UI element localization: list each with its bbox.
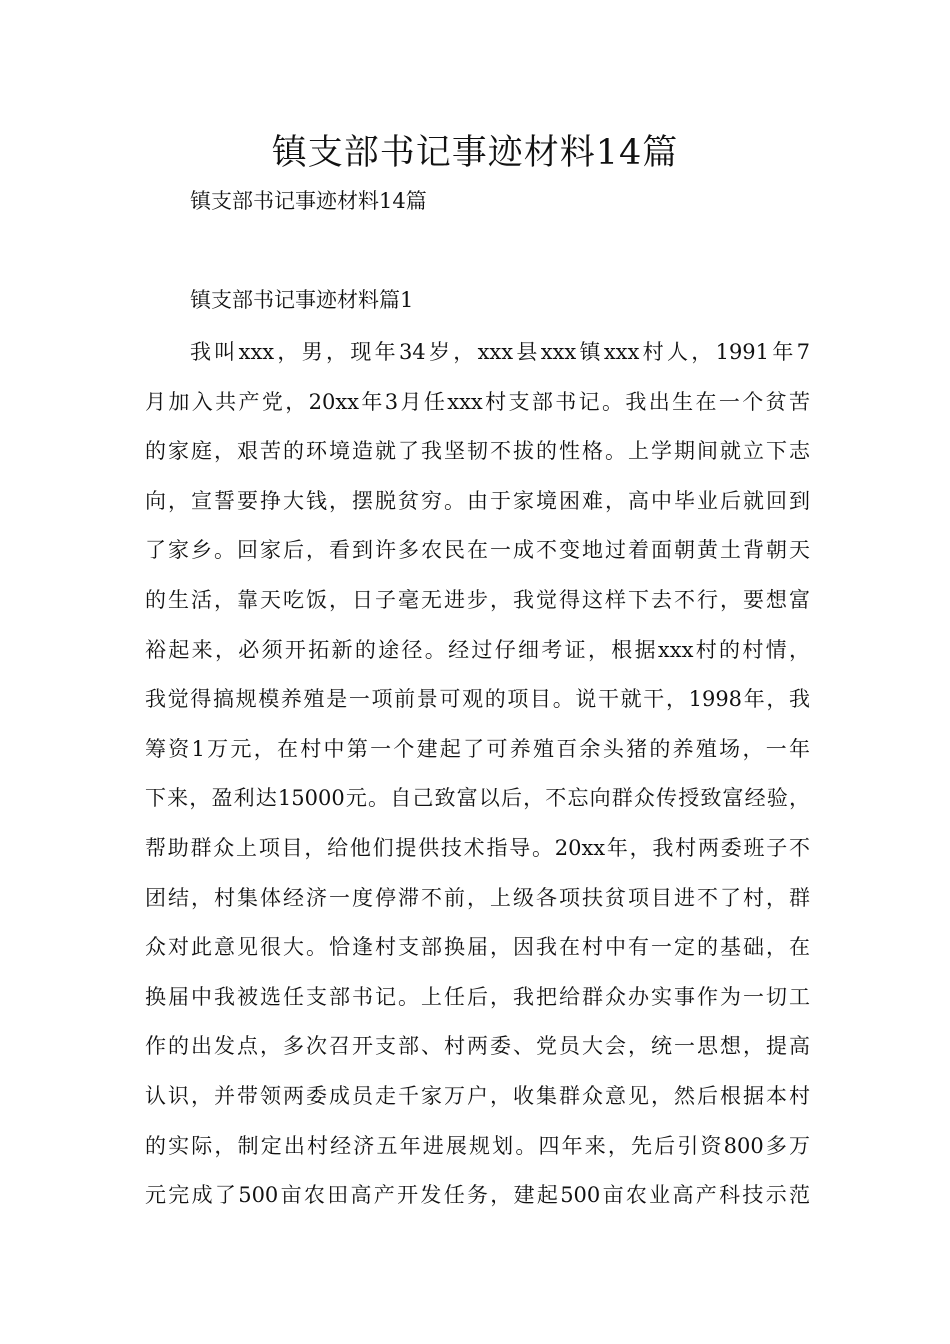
body-line: 向，宣誓要挣大钱，摆脱贫穷。由于家境困难，高中毕业后就回到	[145, 488, 810, 513]
body-line: 下来，盈利达15000元。自己致富以后，不忘向群众传授致富经验，	[145, 786, 810, 811]
section-heading: 镇支部书记事迹材料篇1	[190, 288, 414, 312]
body-line: 众对此意见很大。恰逢村支部换届，因我在村中有一定的基础，在	[145, 935, 810, 960]
body-line: 筹资1万元，在村中第一个建起了可养殖百余头猪的养殖场，一年	[145, 736, 810, 761]
body-line: 帮助群众上项目，给他们提供技术指导。20xx年，我村两委班子不	[145, 835, 810, 860]
body-line: 团结，村集体经济一度停滞不前，上级各项扶贫项目进不了村，群	[145, 885, 810, 910]
body-line: 我叫xxx，男，现年34岁，xxx县xxx镇xxx村人，1991年7	[190, 340, 810, 364]
body-line: 我觉得搞规模养殖是一项前景可观的项目。说干就干，1998年，我	[145, 687, 810, 712]
document-title: 镇支部书记事迹材料14篇	[271, 133, 679, 173]
body-line: 裕起来，必须开拓新的途径。经过仔细考证，根据xxx村的村情，	[145, 637, 810, 662]
body-line: 的实际，制定出村经济五年进展规划。四年来，先后引资800多万	[145, 1133, 810, 1158]
body-line: 的生活，靠天吃饭，日子毫无进步，我觉得这样下去不行，要想富	[145, 587, 810, 612]
body-line: 月加入共产党，20xx年3月任xxx村支部书记。我出生在一个贫苦	[145, 389, 810, 414]
body-line: 元完成了500亩农田高产开发任务，建起500亩农业高产科技示范	[145, 1183, 810, 1208]
body-line: 作的出发点，多次召开支部、村两委、党员大会，统一思想，提高	[145, 1034, 810, 1059]
body-line: 换届中我被选任支部书记。上任后，我把给群众办实事作为一切工	[145, 984, 810, 1009]
body-line: 的家庭，艰苦的环境造就了我坚韧不拔的性格。上学期间就立下志	[145, 439, 810, 464]
document-subtitle: 镇支部书记事迹材料14篇	[190, 189, 427, 213]
body-line: 了家乡。回家后，看到许多农民在一成不变地过着面朝黄土背朝天	[145, 538, 810, 563]
body-line: 认识，并带领两委成员走千家万户，收集群众意见，然后根据本村	[145, 1083, 810, 1108]
body-paragraph	[145, 334, 810, 1227]
